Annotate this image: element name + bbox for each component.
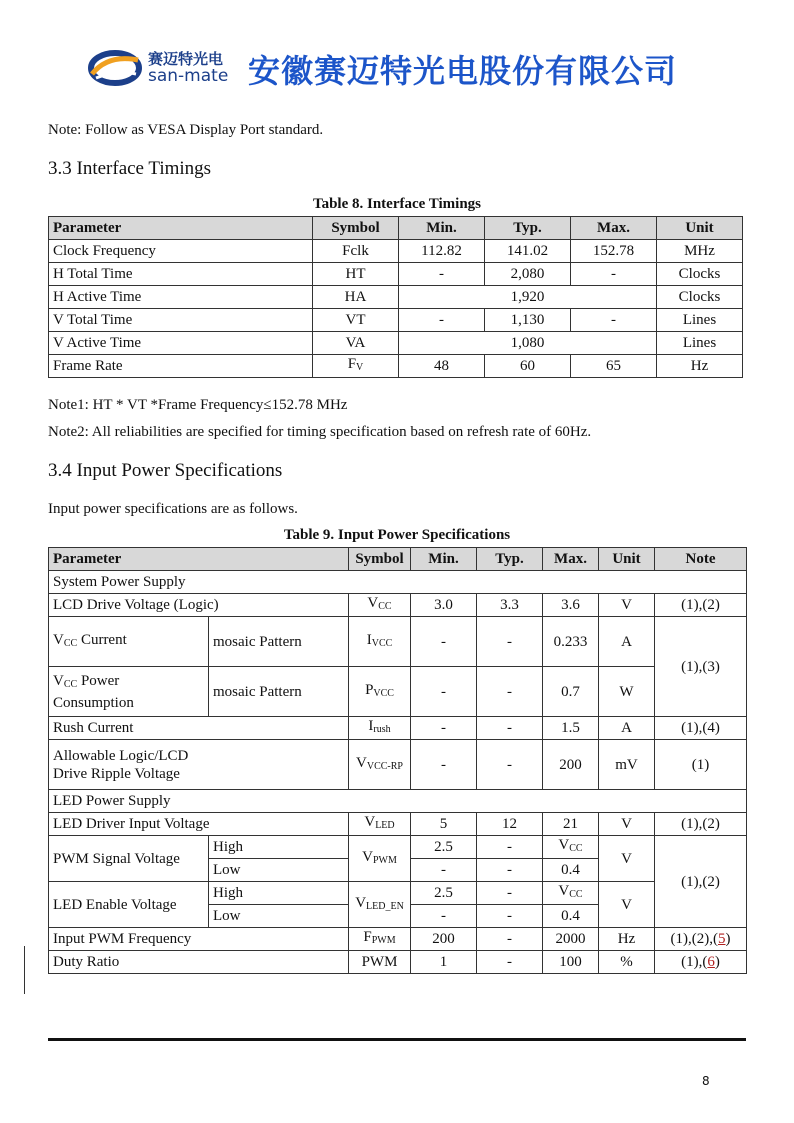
cell-param: Allowable Logic/LCD Drive Ripple Voltage: [49, 740, 349, 790]
table-header-row: [49, 548, 747, 571]
cell-min: 3.0: [411, 594, 477, 617]
note-vesa: Note: Follow as VESA Display Port standard.: [48, 122, 324, 138]
cell-min: -: [411, 905, 477, 928]
cell-min: -: [399, 309, 485, 332]
cell-typ: -: [477, 882, 543, 905]
table-row: [49, 286, 743, 309]
note-link-6[interactable]: 6: [707, 954, 715, 970]
table-header-row: [49, 217, 743, 240]
cell-symbol: $V_{LED}$: [349, 813, 411, 836]
cell-max: 21: [543, 813, 599, 836]
cell-symbol: $I_{rush}$: [349, 717, 411, 740]
cell-min: 5: [411, 813, 477, 836]
cell-typ: 60: [485, 355, 571, 378]
note-link-5[interactable]: 5: [718, 931, 726, 947]
table-row: [49, 740, 747, 790]
cell-max: 65: [571, 355, 657, 378]
page-header: [86, 40, 726, 96]
cell-note: (1),(4): [655, 717, 747, 740]
cell-typ: 3.3: [477, 594, 543, 617]
cell-unit: MHz: [657, 240, 743, 263]
cell-symbol: HT: [313, 263, 399, 286]
cell-note: (1),(2),(5): [655, 928, 747, 951]
cell-min: 200: [411, 928, 477, 951]
cell-param: Rush Current: [49, 717, 349, 740]
table-row: [49, 594, 747, 617]
cell-condition: mosaic Pattern: [209, 667, 349, 717]
col-header: Typ.: [485, 217, 571, 240]
table-row: [49, 667, 747, 717]
cell-max: $V_{CC}$: [543, 836, 599, 859]
cell-param: H Active Time: [49, 286, 313, 309]
col-header: Typ.: [477, 548, 543, 571]
cell-typ: -: [477, 859, 543, 882]
col-header: Symbol: [349, 548, 411, 571]
group-label: LED Power Supply: [49, 790, 747, 813]
cell-typ: 141.02: [485, 240, 571, 263]
input-power-table: [48, 547, 747, 974]
table-row: [49, 951, 747, 974]
cell-max: 152.78: [571, 240, 657, 263]
cell-typ: -: [477, 717, 543, 740]
cell-symbol: PWM: [349, 951, 411, 974]
cell-unit: A: [599, 617, 655, 667]
cell-symbol: $F_V$: [313, 355, 399, 378]
cell-param: V Total Time: [49, 309, 313, 332]
cell-typ: -: [477, 905, 543, 928]
cell-condition: High: [209, 836, 349, 859]
cell-typ: 12: [477, 813, 543, 836]
col-header: Symbol: [313, 217, 399, 240]
cell-min: 112.82: [399, 240, 485, 263]
cell-min: -: [399, 263, 485, 286]
cell-symbol: $V_{CC}$: [349, 594, 411, 617]
logo-chinese-text: 赛迈特光电: [148, 50, 224, 68]
cell-symbol: $F_{PWM}$: [349, 928, 411, 951]
section-heading-input-power: 3.4 Input Power Specifications: [48, 460, 283, 481]
col-header: Note: [655, 548, 747, 571]
change-bar: [24, 946, 25, 994]
cell-param: V Active Time: [49, 332, 313, 355]
cell-unit: mV: [599, 740, 655, 790]
cell-param: LCD Drive Voltage (Logic): [49, 594, 349, 617]
cell-unit: %: [599, 951, 655, 974]
section-heading-interface-timings: 3.3 Interface Timings: [48, 158, 212, 179]
input-power-intro: Input power specifications are as follows.: [48, 501, 298, 517]
cell-param: $V_{CC}$ Current: [49, 617, 209, 667]
cell-typ: 1,130: [485, 309, 571, 332]
cell-max: -: [571, 309, 657, 332]
cell-value-span: 1,920: [399, 286, 657, 309]
cell-typ: -: [477, 617, 543, 667]
cell-max: 1.5: [543, 717, 599, 740]
cell-unit: W: [599, 667, 655, 717]
col-header: Min.: [411, 548, 477, 571]
cell-max: 2000: [543, 928, 599, 951]
cell-min: 48: [399, 355, 485, 378]
cell-condition: Low: [209, 859, 349, 882]
table-row: [49, 836, 747, 859]
table-row: [49, 617, 747, 667]
cell-typ: 2,080: [485, 263, 571, 286]
table-row: [49, 717, 747, 740]
cell-unit: Clocks: [657, 263, 743, 286]
cell-symbol: $V_{PWM}$: [349, 836, 411, 882]
cell-symbol: $I_{VCC}$: [349, 617, 411, 667]
group-label: System Power Supply: [49, 571, 747, 594]
cell-note: (1): [655, 740, 747, 790]
cell-max: 0.4: [543, 859, 599, 882]
cell-typ: -: [477, 951, 543, 974]
note2: Note2: All reliabilities are specified for timing specification based on refresh rate of 60Hz.: [48, 424, 592, 440]
cell-max: 100: [543, 951, 599, 974]
cell-max: 0.233: [543, 617, 599, 667]
cell-symbol: VT: [313, 309, 399, 332]
cell-unit: V: [599, 594, 655, 617]
cell-param: LED Enable Voltage: [49, 882, 209, 928]
cell-param: H Total Time: [49, 263, 313, 286]
table-8-caption: Table 8. Interface Timings: [312, 196, 482, 212]
cell-max: 3.6: [543, 594, 599, 617]
cell-condition: Low: [209, 905, 349, 928]
cell-note: (1),(2): [655, 836, 747, 928]
company-name: 安徽赛迈特光电股份有限公司: [248, 52, 678, 90]
table-row: [49, 928, 747, 951]
note1: Note1: HT * VT *Frame Frequency≤152.78 MHz: [48, 397, 348, 413]
cell-symbol: VA: [313, 332, 399, 355]
cell-symbol: $V_{VCC-RP}$: [349, 740, 411, 790]
cell-min: 2.5: [411, 882, 477, 905]
logo-english-text: san-mate: [148, 66, 229, 86]
cell-typ: -: [477, 928, 543, 951]
san-mate-logo-icon: [86, 44, 144, 88]
cell-unit: Lines: [657, 332, 743, 355]
cell-note: (1),(6): [655, 951, 747, 974]
page-number: 8: [702, 1074, 710, 1088]
footer-rule: [48, 1038, 746, 1041]
cell-min: -: [411, 717, 477, 740]
cell-condition: mosaic Pattern: [209, 617, 349, 667]
cell-unit: Hz: [657, 355, 743, 378]
cell-symbol: Fclk: [313, 240, 399, 263]
interface-timings-table: [48, 216, 743, 378]
cell-min: -: [411, 859, 477, 882]
cell-unit: Hz: [599, 928, 655, 951]
cell-param: Duty Ratio: [49, 951, 349, 974]
table-row: [49, 882, 747, 905]
col-header: Max.: [571, 217, 657, 240]
cell-max: -: [571, 263, 657, 286]
group-row-led-power: [49, 790, 747, 813]
col-header: Parameter: [49, 548, 349, 571]
cell-max: 0.7: [543, 667, 599, 717]
cell-min: -: [411, 740, 477, 790]
cell-symbol: $P_{VCC}$: [349, 667, 411, 717]
table-9-caption: Table 9. Input Power Specifications: [283, 527, 511, 543]
cell-note: (1),(2): [655, 594, 747, 617]
cell-param: PWM Signal Voltage: [49, 836, 209, 882]
table-row: [49, 813, 747, 836]
cell-unit: V: [599, 836, 655, 882]
table-row: [49, 332, 743, 355]
table-row: [49, 309, 743, 332]
cell-max: $V_{CC}$: [543, 882, 599, 905]
cell-min: -: [411, 617, 477, 667]
cell-param: Clock Frequency: [49, 240, 313, 263]
cell-unit: Lines: [657, 309, 743, 332]
col-header: Parameter: [49, 217, 313, 240]
cell-max: 200: [543, 740, 599, 790]
cell-note: (1),(2): [655, 813, 747, 836]
cell-symbol: $V_{LED\_EN}$: [349, 882, 411, 928]
cell-min: -: [411, 667, 477, 717]
cell-unit: Clocks: [657, 286, 743, 309]
cell-min: 1: [411, 951, 477, 974]
cell-param: $V_{CC}$ Power Consumption: [49, 667, 209, 717]
cell-typ: -: [477, 667, 543, 717]
cell-typ: -: [477, 740, 543, 790]
table-row: [49, 240, 743, 263]
cell-symbol: HA: [313, 286, 399, 309]
cell-unit: V: [599, 882, 655, 928]
cell-note: (1),(3): [655, 617, 747, 717]
cell-param: LED Driver Input Voltage: [49, 813, 349, 836]
table-row: [49, 355, 743, 378]
cell-typ: -: [477, 836, 543, 859]
table-row: [49, 263, 743, 286]
group-row-system-power: [49, 571, 747, 594]
col-header: Max.: [543, 548, 599, 571]
cell-value-span: 1,080: [399, 332, 657, 355]
col-header: Min.: [399, 217, 485, 240]
cell-param: Input PWM Frequency: [49, 928, 349, 951]
cell-condition: High: [209, 882, 349, 905]
cell-param: Frame Rate: [49, 355, 313, 378]
col-header: Unit: [657, 217, 743, 240]
cell-unit: V: [599, 813, 655, 836]
cell-min: 2.5: [411, 836, 477, 859]
col-header: Unit: [599, 548, 655, 571]
cell-max: 0.4: [543, 905, 599, 928]
cell-unit: A: [599, 717, 655, 740]
